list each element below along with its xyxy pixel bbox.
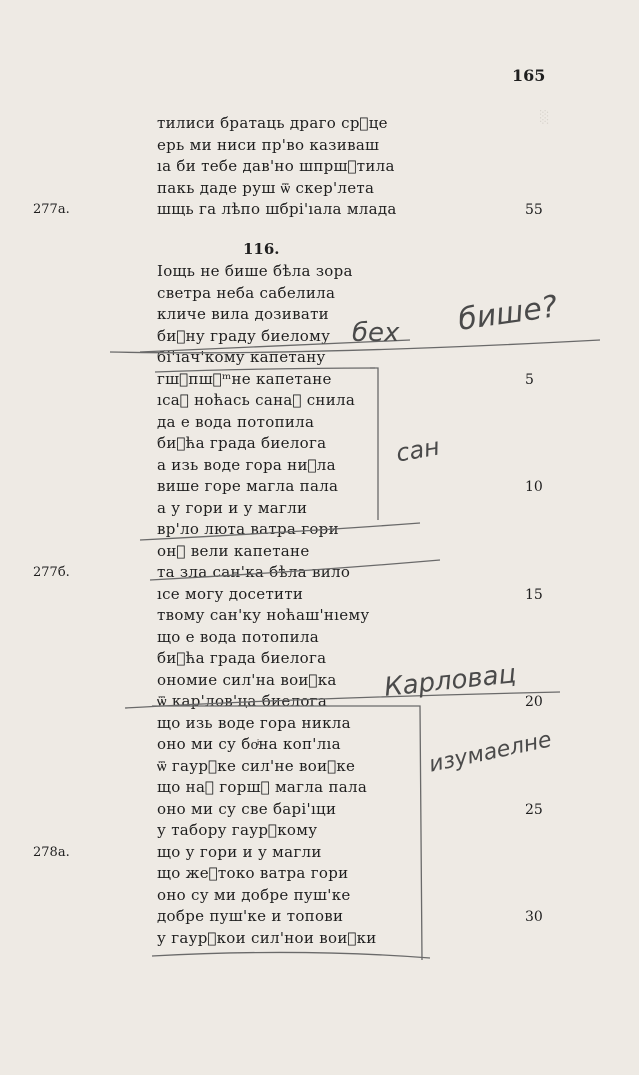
pencil-underline-7: [152, 952, 430, 958]
handwritten-note-san: сан: [393, 432, 442, 468]
verse-line: гшᷥпшᷭᵐне капетане: [157, 369, 332, 388]
pencil-bracket-long: [152, 706, 422, 960]
verse-line: ıа би тебе дав'но шпршᷥтила: [157, 157, 395, 175]
verse-line: твому сан'ку ноћаш'нıему: [157, 606, 370, 624]
verse-line: ıсаᷬ ноћась санаᷖ снила: [157, 391, 356, 409]
margin-reference: 277б.: [33, 565, 70, 580]
verse-line: оно ми су све барі'ıци: [157, 799, 337, 818]
verse-line: тилиси братаць драго срᷭце: [157, 114, 388, 132]
pencil-underline-5: [150, 560, 440, 580]
verse-line: ономие сил'на воиᷥка: [157, 670, 337, 689]
verse-line: а изь воде гора ниᷖла: [157, 455, 336, 474]
handwritten-note-bishe: бише?: [456, 289, 560, 338]
verse-line: у табору гаурᷥкому: [157, 821, 318, 839]
margin-reference: 277а.: [33, 202, 70, 217]
line-number: 30: [525, 909, 543, 925]
verse-line: що у гори и у магли: [157, 842, 322, 861]
verse-line: више горе магла пала: [157, 477, 339, 495]
verse-line: биᷥћа града биелога: [157, 434, 327, 452]
verse-line: ѿ гаурᷥке сил'не воиᷥке: [157, 756, 356, 775]
verse-line: биᷥну граду биелому: [157, 326, 331, 345]
verse-line: що изь воде гора никла: [157, 713, 351, 732]
verse-line: ерь ми ниси пр'во казиваш: [157, 135, 380, 154]
verse-line: шщь га лѣпо шбрі'ıала млада: [157, 200, 397, 218]
song-number: 116.: [243, 240, 280, 258]
verse-line: що е вода потопила: [157, 627, 320, 646]
bleed-through-text: ░: [540, 110, 550, 124]
verse-line: що жеᷥтоко ватра гори: [157, 864, 349, 882]
verse-line: бі'ıач'кому капетану: [157, 348, 326, 366]
verse-line: а у гори и у магли: [157, 498, 308, 517]
verse-line: Іощь не бише бѣла зора: [157, 262, 353, 280]
line-number: 55: [525, 202, 543, 218]
verse-line: да е вода потопила: [157, 412, 315, 431]
line-number: 10: [525, 479, 543, 495]
verse-line: у гаурᷥкои сил'нои воиᷥки: [157, 928, 377, 947]
verse-line: светра неба сабелила: [157, 283, 336, 302]
line-number: 15: [525, 586, 543, 603]
line-number: 20: [525, 694, 543, 710]
verse-line: оно ми су боͥна коп'лıа: [157, 735, 341, 753]
handwritten-note-third: изумаелне: [426, 727, 554, 778]
verse-line: онᷭ вели капетане: [157, 541, 310, 560]
verse-line: кличе вила дозивати: [157, 305, 329, 323]
verse-line: ѿ кар'лов'ца биелога: [157, 692, 328, 710]
verse-line: та зла сан'ка бѣла вило: [157, 563, 351, 581]
line-number: 5: [525, 371, 534, 388]
page-number: 165: [512, 66, 546, 85]
verse-line: вр'ло люта ватра гори: [157, 520, 339, 538]
verse-line: пакь даде руш ѿ скер'лета: [157, 178, 375, 197]
line-number: 25: [525, 801, 543, 818]
pencil-bracket-san: [370, 368, 378, 520]
verse-line: биᷥћа града биелога: [157, 649, 327, 667]
verse-line: що наᷭ горшᷬ магла пала: [157, 778, 368, 796]
verse-line: ıсе могу досетити: [157, 584, 304, 603]
margin-reference: 278а.: [33, 844, 70, 860]
verse-line: оно су ми добре пуш'ке: [157, 885, 351, 904]
handwritten-note-bech: бех: [352, 318, 400, 348]
verse-line: добре пуш'ке и топови: [157, 907, 344, 925]
pencil-underline-4: [140, 523, 420, 540]
pencil-underline-3: [155, 368, 375, 372]
handwritten-note-karlovac: Карловац: [382, 659, 518, 703]
